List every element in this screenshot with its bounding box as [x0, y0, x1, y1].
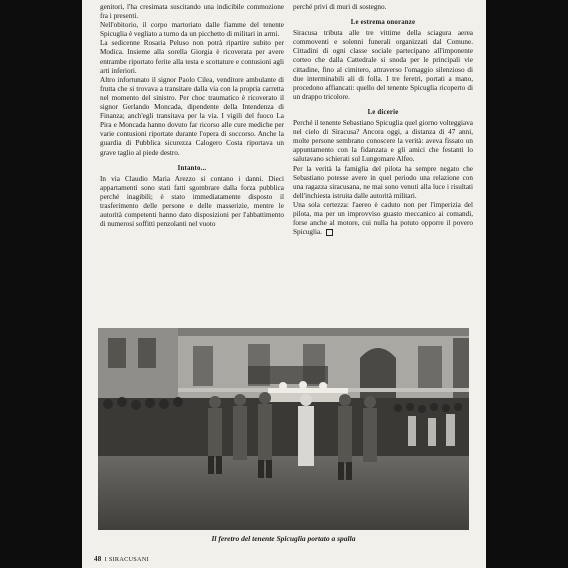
funeral-procession-image	[98, 328, 469, 530]
paragraph: Per la verità la famiglia del pilota ha sempre negato che Sebastiano potesse avere in quel periodo una relazione con una ragazza siracusana, ne mai sono venuti alla luce i risultati dell'inchiesta istruita dalle autorità militari.	[293, 164, 473, 200]
funeral-photo	[98, 328, 469, 530]
paragraph: In via Claudio Maria Arezzo si contano i danni. Dieci appartamenti sono stati fatti sgombrare dalla forza pubblica perché inagibili; è stato immediatamente disposto il trasferimento delle persone e delle masserizie, mentre le autorità competenti hanno dato disposizioni per l'abbattimento di numerosi soffitti penzolanti nel vuoto	[100, 174, 284, 229]
page-footer	[94, 555, 149, 563]
right-column	[293, 3, 473, 237]
photo-caption: Il feretro del tenente Spicuglia portato a spalla	[211, 534, 356, 543]
paragraph: perché privi di muri di sostegno.	[293, 3, 387, 11]
paragraph-text: Una sola certezza: l'aereo è caduto non per l'imperizia del pilota, ma per un improvviso guasto meccanico ai comandi, forse anche al motore, cui nulla ha potuto opporre il povero Spicuglia.	[293, 200, 473, 237]
paragraph: Perché il tenente Sebastiano Spicuglia quel giorno volteggiava nel cielo di Siracusa? Ancora oggi, a distanza di 47 anni, molte persone sembrano conoscere la verità: aveva fissato un appuntamento con la fidanzata e gli amici che festanti lo salutavano schierati sul Lungomare Alfeo.	[293, 119, 473, 164]
section-heading-onoranze: Le estrema onoranze	[350, 19, 416, 27]
left-column	[100, 3, 284, 229]
paragraph: Altro infortunato il signor Paolo Cilea, venditore ambulante di frutta che si trovava a transitare dalla via con la propria carretta nel momento del sinistro. Per choc traumatico è ricoverato il signor Gerlando Moncada, dipendente della Intendenza di Finanza; anch'egli transitava per la via. I vigili del fuoco La Pira e Moncada hanno dovuto far ricorso alle cure mediche per varie contusioni riportate durante l'opera di soccorso. Anche la guardia di Pubblica sicurezza Calogero Costa riportava un grave taglio al piede destro.	[100, 75, 284, 157]
page-number: 48	[94, 555, 102, 563]
section-heading-dicerie: Le dicerie	[367, 108, 399, 116]
paragraph: genitori, l'ha cresimata suscitando una indicibile commozione fra i presenti.	[100, 3, 284, 21]
paragraph-last	[293, 201, 473, 237]
paragraph: La sedicenne Rosaria Peluso non potrà ripartire subito per Modica. Insieme alla sorella Giorgia è ricoverata per avere entrambe riportato ferite alla testa e scottature e contusioni agli arti inferiori.	[100, 39, 284, 75]
end-of-article-mark	[326, 229, 333, 236]
paragraph: Nell'obitorio, il corpo martoriato dalle fiamme del tenente Spicuglia è vegliato a turno da un picchetto di militari in armi.	[100, 21, 284, 39]
magazine-page	[82, 0, 486, 568]
section-heading-intanto: Intanto...	[177, 164, 207, 172]
paragraph: Siracusa tributa alle tre vittime della sciagura aerea commoventi e solenni funerali organizzati dal Comune. Cittadini di ogni classe sociale partecipano all'imponente corteo che dalla Cattedrale si snoda per le principali vie cittadine, fino al cimitero, attraverso l'omaggio silenzioso di due interminabili ali di folla. I tre feretri, portati a mano, procedono affiancati: quello del tenente Spicuglia ricoperto di un drappo tricolore.	[293, 29, 473, 101]
magazine-name: I SIRACUSANI	[104, 556, 149, 563]
